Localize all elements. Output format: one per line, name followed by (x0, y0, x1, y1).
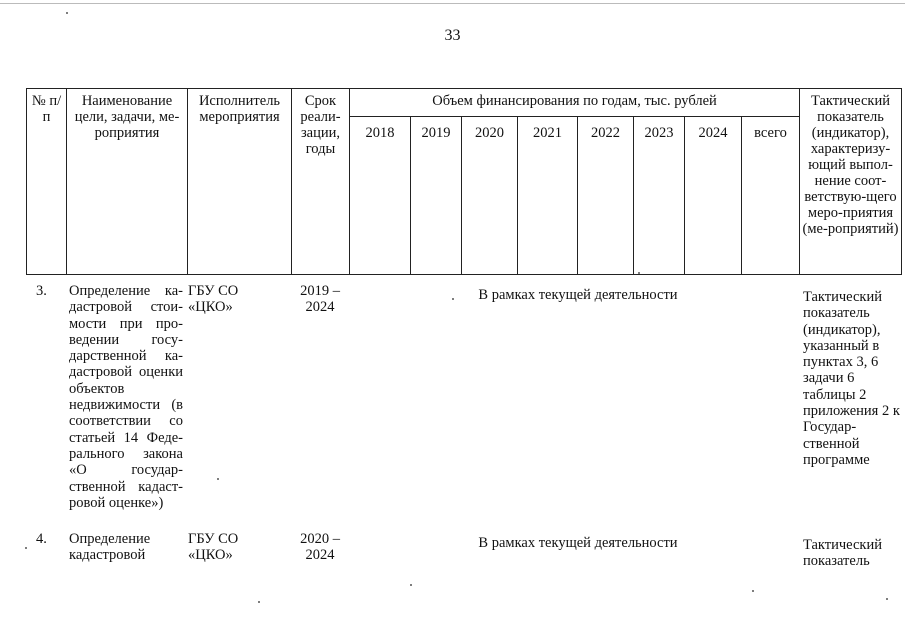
header-year-2022: 2022 (578, 117, 634, 275)
header-total: всего (742, 117, 800, 275)
scan-speck (886, 598, 888, 600)
row-4-name: Определение кадастровой (69, 531, 151, 564)
header-indicator: Тактический показатель (индикатор), характеризу-ющий выпол-нение соот-ветствую-щего меро-приятия (ме-роприятий) (800, 89, 902, 275)
page-number: 33 (444, 27, 461, 44)
row-4-executor: ГБУ СО «ЦКО» (188, 531, 239, 564)
scan-speck (638, 272, 640, 274)
scan-speck (452, 298, 454, 300)
table-header (26, 88, 902, 275)
header-year-2019: 2019 (411, 117, 462, 275)
header-year-2021: 2021 (518, 117, 578, 275)
header-term: Срок реали-зации, годы (292, 89, 350, 275)
header-year-2024: 2024 (685, 117, 742, 275)
row-4-indicator: Тактический показатель (803, 537, 882, 570)
row-3-name: Определение ка-дастровой стои-мости при про-ведении госу-дарственной ка-дастровой оценки объектов недвижимости (в соответствии со статьей 14 Феде-рального закона «О государ-ственной кадаст-ровой оценке») (69, 283, 183, 511)
scan-speck (752, 590, 754, 592)
header-year-2018: 2018 (350, 117, 411, 275)
row-3-indicator: Тактический показатель (индикатор), указанный в пунктах 3, 6 задачи 6 таблицы 2 приложения 2 к Государ-ственной программе (803, 289, 900, 468)
header-executor: Исполнитель мероприятия (188, 89, 292, 275)
row-3-term: 2019 – 2024 (300, 283, 340, 316)
row-3-executor: ГБУ СО «ЦКО» (188, 283, 239, 316)
row-4-funding: В рамках текущей деятельности (478, 535, 678, 551)
header-year-2020: 2020 (462, 117, 518, 275)
top-edge-line (0, 3, 905, 4)
header-funding: Объем финансирования по годам, тыс. рублей (350, 89, 800, 117)
row-3-funding: В рамках текущей деятельности (478, 287, 678, 303)
scan-speck (217, 478, 219, 480)
scan-speck (410, 584, 412, 586)
header-year-2023: 2023 (634, 117, 685, 275)
scan-speck (66, 12, 68, 14)
header-num: № п/п (27, 89, 67, 275)
row-4-term: 2020 – 2024 (300, 531, 340, 564)
row-3-num: 3. (36, 283, 47, 299)
header-name: Наименование цели, задачи, ме-роприятия (67, 89, 188, 275)
scan-speck (258, 601, 260, 603)
scan-speck (25, 547, 27, 549)
row-4-num: 4. (36, 531, 47, 547)
